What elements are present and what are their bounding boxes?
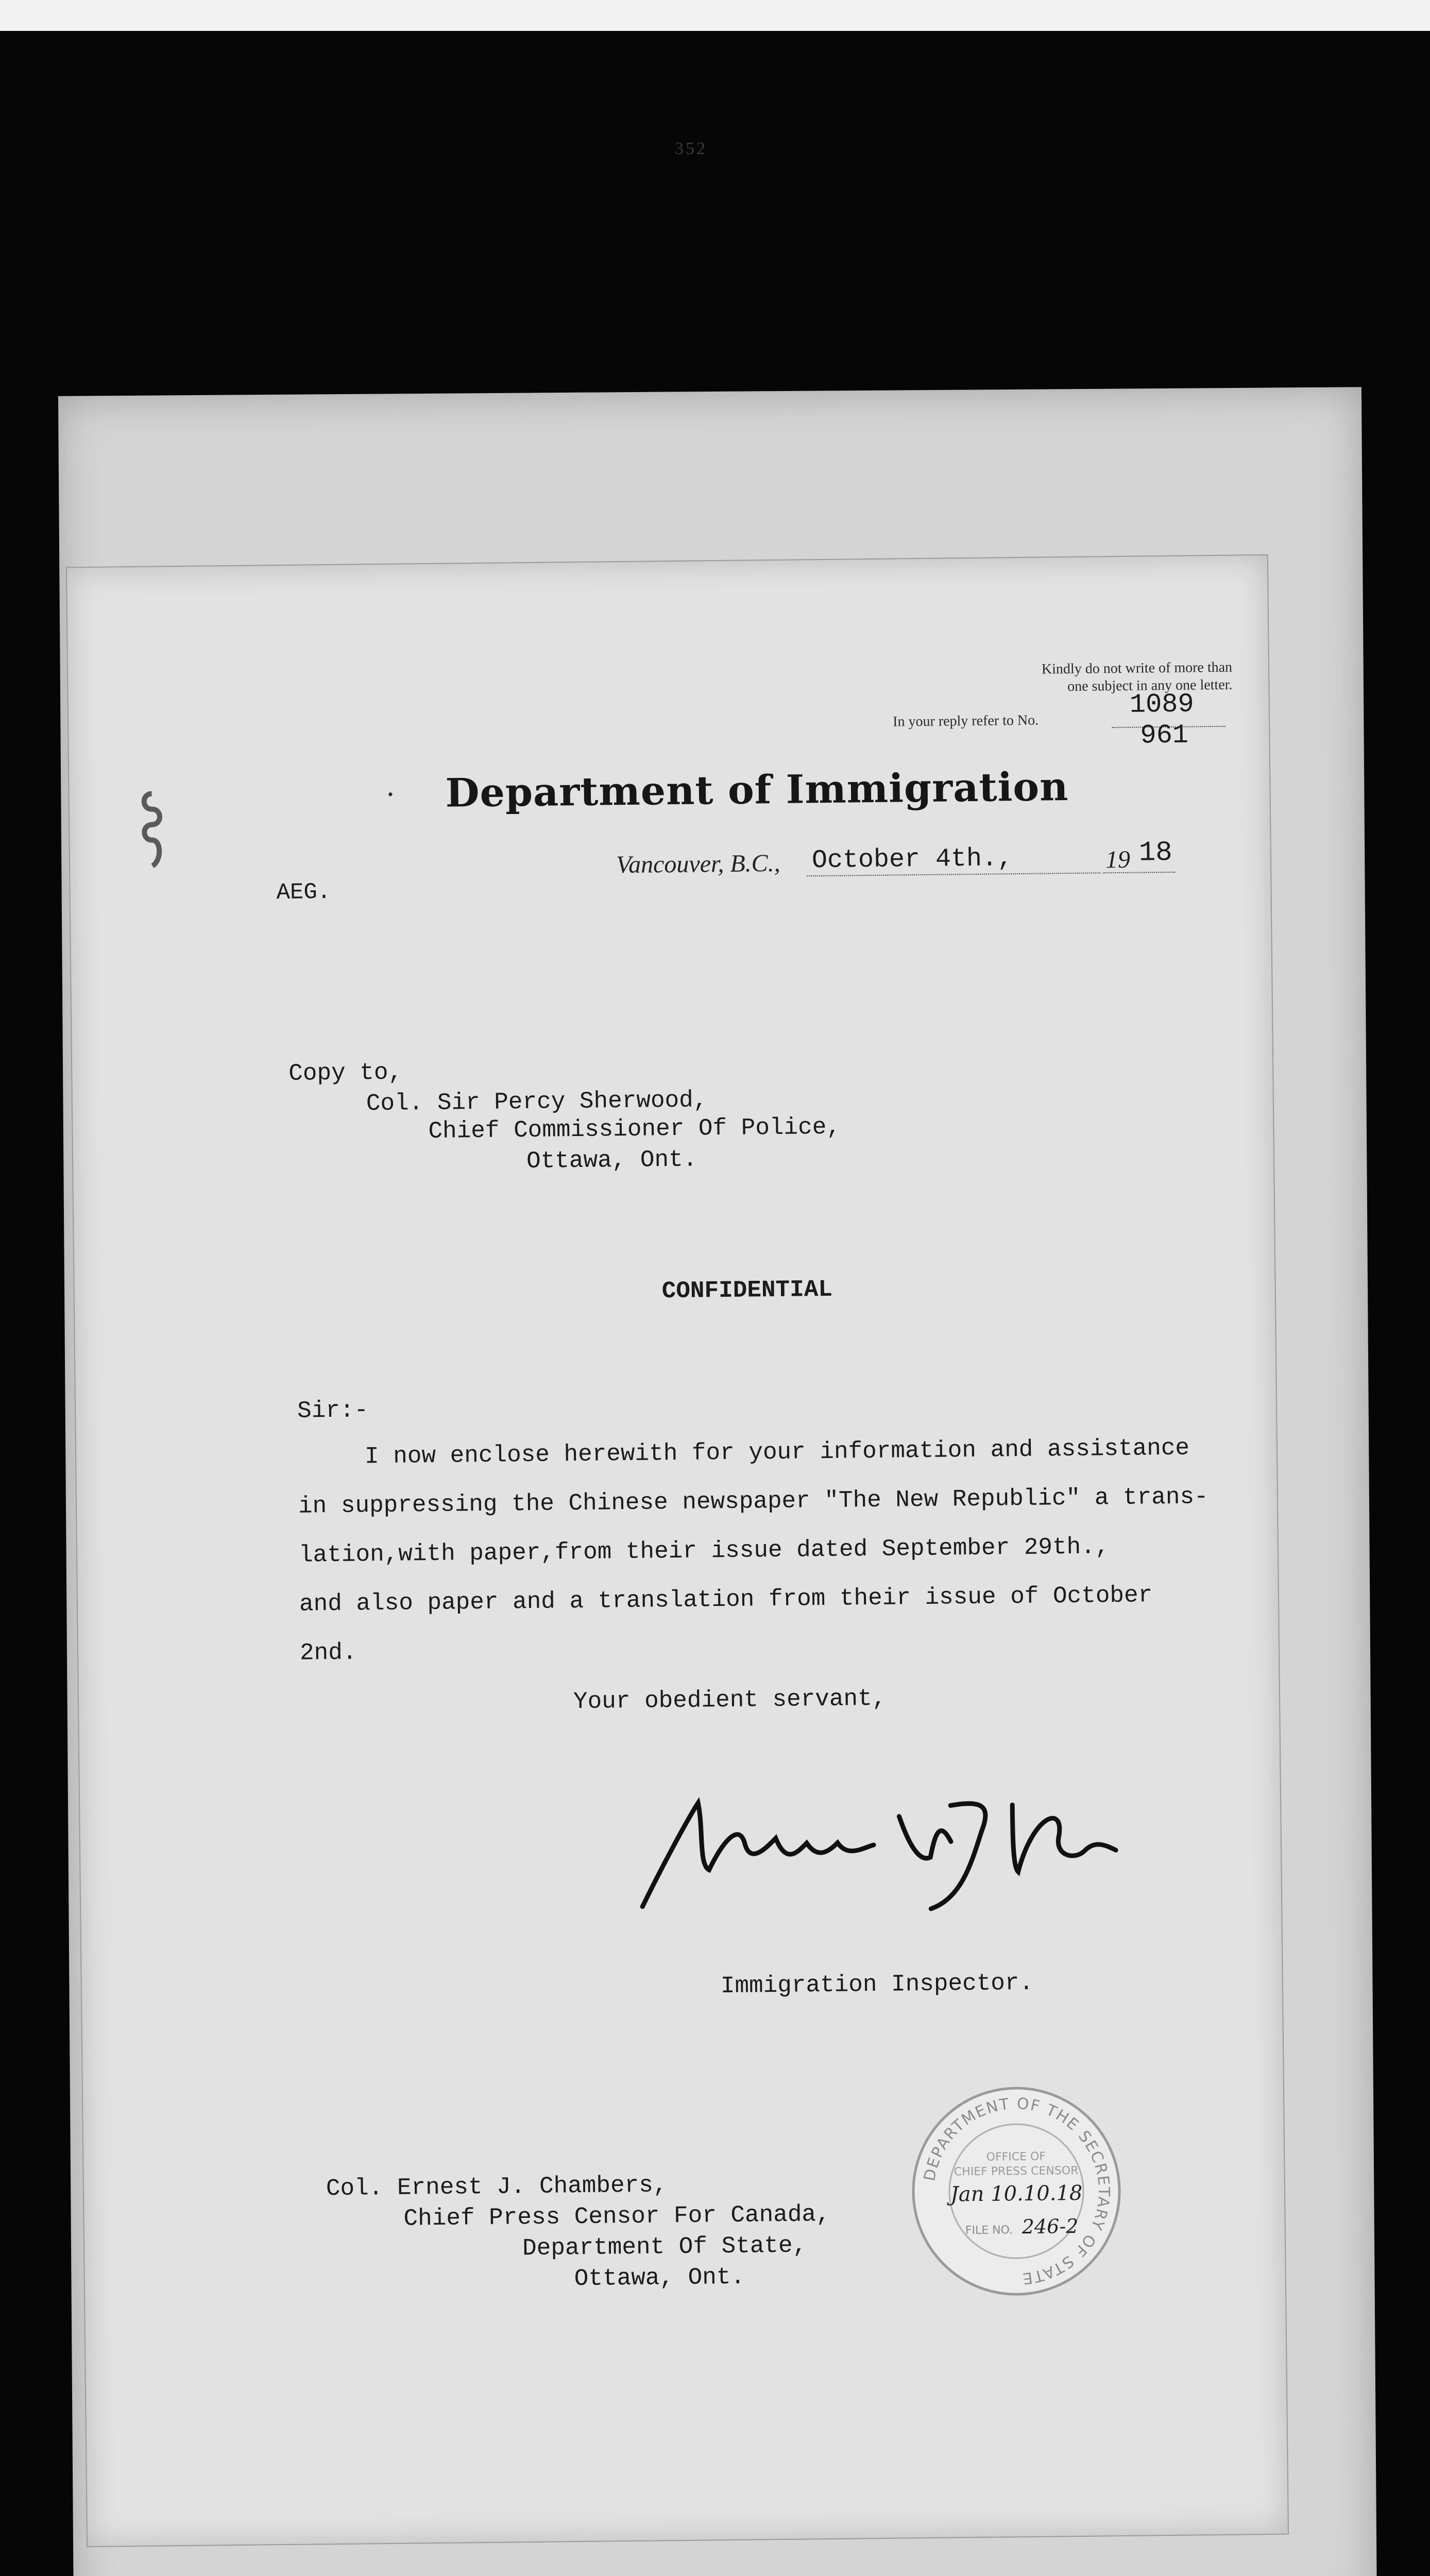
year-dotted-line xyxy=(1103,872,1175,873)
year-prefix: 19 xyxy=(1105,845,1131,874)
reference-number-2: 961 xyxy=(1140,720,1189,751)
instruction-line-2: one subject in any one letter. xyxy=(1067,676,1233,694)
bullet-dot: • xyxy=(387,786,394,803)
salutation: Sir:- xyxy=(297,1397,369,1425)
recipient-line: Ottawa, Ont. xyxy=(574,2263,745,2293)
stamp-file-label: FILE NO. xyxy=(965,2224,1013,2238)
reply-label: In your reply refer to No. xyxy=(893,712,1039,730)
stamp-office-line: CHIEF PRESS CENSOR xyxy=(954,2164,1079,2179)
handwritten-signature xyxy=(621,1783,1137,1922)
body-line: I now enclose herewith for your information and assistance xyxy=(364,1434,1190,1470)
recipient-line: Department Of State, xyxy=(522,2232,807,2262)
stamp-office-line: OFFICE OF xyxy=(986,2150,1046,2164)
copy-address-line: Ottawa, Ont. xyxy=(526,1146,697,1175)
signer-title: Immigration Inspector. xyxy=(720,1969,1034,2000)
letter-date: October 4th., xyxy=(811,844,1013,876)
body-line: 2nd. xyxy=(299,1639,357,1667)
closing: Your obedient servant, xyxy=(573,1685,887,1716)
recipient-line: Chief Press Censor For Canada, xyxy=(403,2200,830,2232)
letter-page xyxy=(67,555,1288,2546)
letterhead: Department of Immigration xyxy=(445,763,1069,816)
top-mark: 352 xyxy=(675,139,707,158)
censor-stamp xyxy=(907,2082,1126,2300)
place: Vancouver, B.C., xyxy=(616,849,780,879)
classification-heading: CONFIDENTIAL xyxy=(661,1276,833,1305)
stamp-ring-icon xyxy=(907,2082,1126,2300)
scanner-edge xyxy=(0,0,1430,31)
instruction-line-1: Kindly do not write of more than xyxy=(1041,659,1233,677)
stamp-ring-text: DEPARTMENT OF THE SECRETARY OF STATE xyxy=(921,2094,1113,2288)
body-line: in suppressing the Chinese newspaper "The New Republic" a trans- xyxy=(298,1483,1208,1520)
reference-number-1: 1089 xyxy=(1129,689,1194,720)
paperclip-icon xyxy=(136,788,168,876)
initials: AEG. xyxy=(276,879,331,906)
copy-to-label: Copy to, xyxy=(288,1059,403,1087)
body-line: and also paper and a translation from their issue of October xyxy=(299,1582,1153,1618)
year-suffix: 18 xyxy=(1138,837,1172,869)
body-line: lation,with paper,from their issue dated September 29th., xyxy=(298,1533,1110,1569)
copy-address-line: Col. Sir Percy Sherwood, xyxy=(366,1087,708,1117)
copy-address-line: Chief Commissioner Of Police, xyxy=(428,1113,841,1145)
recipient-line: Col. Ernest J. Chambers, xyxy=(326,2172,668,2202)
stamp-file-number: 246-2 xyxy=(1022,2214,1079,2239)
stamp-date: Jan 10.10.18 xyxy=(950,2181,1083,2207)
